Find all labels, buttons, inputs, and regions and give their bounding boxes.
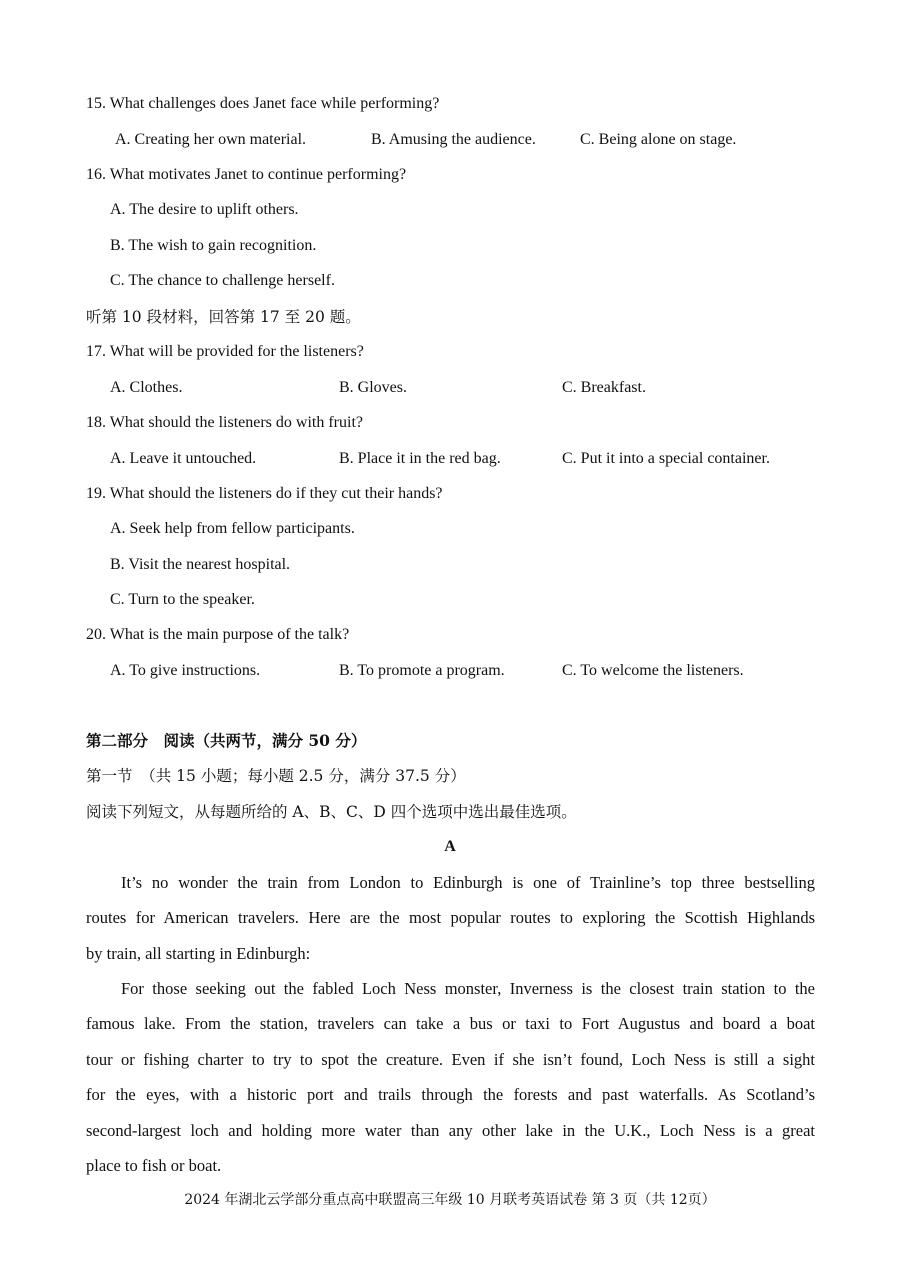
question-18-stem: 18. What should the listeners do with fruit? bbox=[86, 414, 363, 431]
question-17-option-b: B. Gloves. bbox=[339, 379, 407, 396]
question-16-stem: 16. What motivates Janet to continue performing? bbox=[86, 166, 407, 183]
question-16-option-b: B. The wish to gain recognition. bbox=[110, 237, 317, 254]
passage-para1-line: routes for American travelers. Here are the most popular routes to exploring the Scottish Highlands bbox=[86, 908, 815, 927]
question-15-option-c: C. Being alone on stage. bbox=[580, 131, 737, 148]
passage-para2-line: for the eyes, with a historic port and trails through the forests and past waterfalls. As Scotland’s bbox=[86, 1085, 815, 1104]
passage-para1-line: by train, all starting in Edinburgh: bbox=[86, 944, 311, 963]
question-17-stem: 17. What will be provided for the listeners? bbox=[86, 343, 364, 360]
passage-label: A bbox=[444, 838, 456, 855]
question-16-option-a: A. The desire to uplift others. bbox=[110, 201, 299, 218]
question-18-option-b: B. Place it in the red bag. bbox=[339, 450, 501, 467]
question-19-stem: 19. What should the listeners do if they cut their hands? bbox=[86, 485, 443, 502]
page-footer: 2024 年湖北云学部分重点高中联盟高三年级 10 月联考英语试卷 第 3 页（共 12页） bbox=[184, 1192, 716, 1208]
passage-para1-line: It’s no wonder the train from London to Edinburgh is one of Trainline’s top three bestselling bbox=[121, 873, 815, 892]
question-15-option-a: A. Creating her own material. bbox=[115, 131, 307, 148]
part-two-title: 第二部分 阅读（共两节，满分 50 分） bbox=[86, 731, 367, 750]
question-17-option-c: C. Breakfast. bbox=[562, 379, 646, 396]
passage-para2-line: tour or fishing charter to try to spot the creature. Even if she isn’t found, Loch Ness is still a sight bbox=[86, 1050, 815, 1069]
question-15-stem: 15. What challenges does Janet face while performing? bbox=[86, 95, 440, 112]
question-19-option-c: C. Turn to the speaker. bbox=[110, 591, 255, 608]
passage-para2-line: famous lake. From the station, travelers can take a bus or taxi to Fort Augustus and board a boat bbox=[86, 1014, 815, 1033]
reading-instruction: 阅读下列短文，从每题所给的 A、B、C、D 四个选项中选出最佳选项。 bbox=[86, 803, 577, 821]
question-19-option-b: B. Visit the nearest hospital. bbox=[110, 556, 291, 573]
question-16-option-c: C. The chance to challenge herself. bbox=[110, 272, 335, 289]
question-15-option-b: B. Amusing the audience. bbox=[371, 131, 536, 148]
question-17-option-a: A. Clothes. bbox=[110, 379, 183, 396]
question-19-option-a: A. Seek help from fellow participants. bbox=[110, 520, 355, 537]
question-18-option-a: A. Leave it untouched. bbox=[110, 450, 257, 467]
question-20-stem: 20. What is the main purpose of the talk? bbox=[86, 626, 350, 643]
passage-para2-line: place to fish or boat. bbox=[86, 1156, 222, 1175]
question-20-option-a: A. To give instructions. bbox=[110, 662, 261, 679]
passage-para2-line: For those seeking out the fabled Loch Ness monster, Inverness is the closest train station to the bbox=[121, 979, 815, 998]
question-20-option-c: C. To welcome the listeners. bbox=[562, 662, 744, 679]
passage-para2-line: second-largest loch and holding more water than any other lake in the U.K., Loch Ness is a great bbox=[86, 1121, 815, 1140]
section-one-heading: 第一节 （共 15 小题；每小题 2.5 分，满分 37.5 分） bbox=[86, 767, 466, 785]
question-18-option-c: C. Put it into a special container. bbox=[562, 450, 770, 467]
section-note-10: 听第 10 段材料，回答第 17 至 20 题。 bbox=[86, 308, 361, 326]
question-20-option-b: B. To promote a program. bbox=[339, 662, 505, 679]
